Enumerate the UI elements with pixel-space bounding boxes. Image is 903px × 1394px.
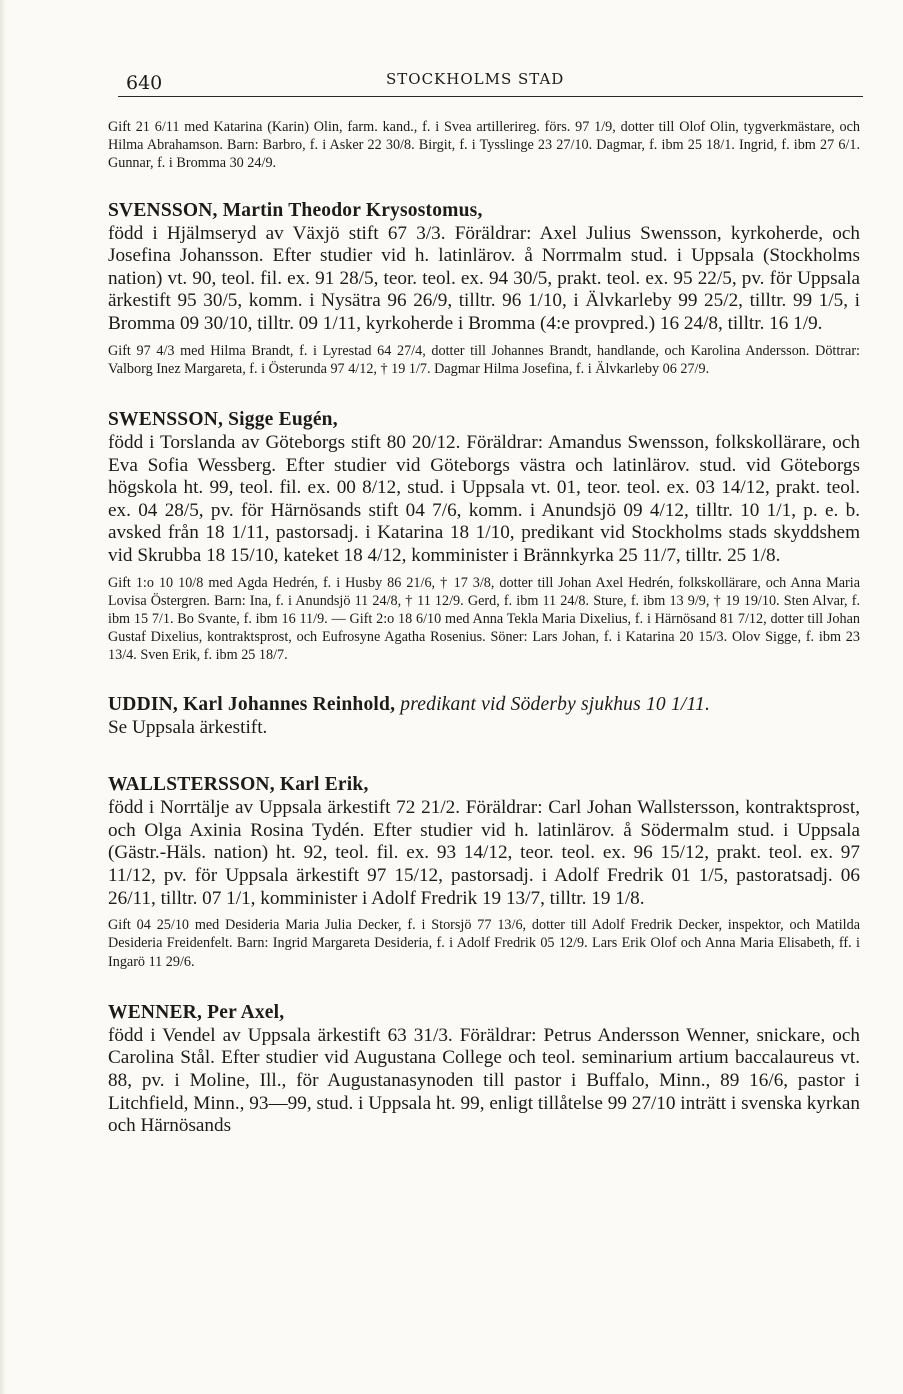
entry-name-bold: SWENSSON, Sigge Eugén, xyxy=(108,408,338,430)
entry-name xyxy=(108,1001,860,1025)
entry-name-bold: UDDIN, Karl Johannes Reinhold, xyxy=(108,693,396,715)
page-header xyxy=(118,66,863,97)
entry-biography: född i Norrtälje av Uppsala ärkestift 72 21/2. Föräldrar: Carl Johan Wallstersson, kontraktsprost, och Olga Axinia Rosina Tydén. Efter studier vid h. latinlärov. å Södermalm stud. i Uppsala (Gästr.-Häls. nation) ht. 92, teol. fil. ex. 93 14/12, teor. teol. ex. 96 15/12, prakt. teol. ex. 97 11/12, pv. för Uppsala ärkestift 97 15/12, pastorsadj. i Adolf Fredrik 01 1/5, pastoratsadj. 06 26/11, tilltr. 07 1/1, komminister i Adolf Fredrik 19 13/7, tilltr. 19 1/8. xyxy=(108,797,860,909)
entry-biography: född i Vendel av Uppsala ärkestift 63 31/3. Föräldrar: Petrus Andersson Wenner, snickare, och Carolina Stål. Efter studier vid Augustana College och teol. seminarium artium baccalaureus vt. 88, pv. i Moline, Ill., för Augustanasynoden till pastor i Buffalo, Minn., 89 16/6, pastor i Litchfield, Minn., 93—99, stud. i Uppsala ht. 99, enligt tillåtelse 99 27/10 inträtt i svenska kyrkan och Härnösands xyxy=(108,1024,860,1137)
entry-name-bold: WENNER, Per Axel, xyxy=(108,1001,285,1023)
entry-name xyxy=(108,408,860,432)
entry-family: Gift 1:o 10 10/8 med Agda Hedrén, f. i Husby 86 21/6, † 17 3/8, dotter till Johan Axel Hedrén, folkskollärare, och Anna Maria Lovisa Östergren. Barn: Ina, f. i Anundsjö 11 24/8, † 11 12/9. Gerd, f. ibm 11 24/8. Sture, f. ibm 13 9/9, † 19 19/10. Sten Alvar, f. ibm 15 7/1. Bo Svante, f. ibm 16 11/9. — Gift 2:o 18 6/10 med Anna Tekla Maria Dixelius, f. i Härnösand 81 7/12, dotter till Johan Gustaf Dixelius, kontraktsprost, och Eufrosyne Agatha Rosenius. Söner: Lars Johan, f. i Katarina 20 15/3. Olov Sigge, f. ibm 23 13/4. Sven Erik, f. ibm 25 18/7. xyxy=(108,574,860,664)
entry-name-tail: predikant vid Söderby sjukhus 10 1/11. xyxy=(395,693,711,715)
entry-biography: Se Uppsala ärkestift. xyxy=(108,716,268,738)
entry-name xyxy=(108,773,860,797)
entry-name-bold: WALLSTERSSON, Karl Erik, xyxy=(108,774,369,796)
entry-name xyxy=(108,693,860,717)
entry-family: Gift 97 4/3 med Hilma Brandt, f. i Lyrestad 64 27/4, dotter till Johannes Brandt, handlande, och Karolina Andersson. Döttrar: Valborg Inez Margareta, f. i Österunda 97 4/12, † 19 1/7. Dagmar Hilma Josefina, f. i Älvkarleby 06 27/9. xyxy=(108,342,860,377)
entry-wallstersson xyxy=(108,773,860,971)
page-content xyxy=(108,118,860,1138)
page-edge-shadow xyxy=(0,0,6,1394)
entry-wenner xyxy=(108,1001,860,1138)
entry-swensson xyxy=(108,408,860,665)
entry-biography: född i Torslanda av Göteborgs stift 80 20/12. Föräldrar: Amandus Swensson, folkskollärare, och Eva Sofia Wessberg. Efter studier vid Göteborgs västra och latinlärov. stud. vid Göteborgs högskola ht. 99, teol. fil. ex. 00 8/12, stud. i Uppsala vt. 01, teor. teol. ex. 03 14/12, prakt. teol. ex. 04 28/5, pv. för Härnösands stift 04 7/6, komm. i Anundsjö 09 4/12, tilltr. 10 1/1, p. e. b. avsked från 18 1/11, pastorsadj. i Katarina 18 1/10, predikant vid Stockholms stads skyddshem vid Skrubba 18 15/10, kateket 18 4/12, komminister i Brännkyrka 25 11/7, tilltr. 25 1/8. xyxy=(108,431,860,566)
page-number: 640 xyxy=(126,72,163,94)
entry-svensson xyxy=(108,199,860,378)
entry-uddin xyxy=(108,693,860,740)
entry-family: Gift 04 25/10 med Desideria Maria Julia Decker, f. i Storsjö 77 13/6, dotter till Adolf Fredrik Decker, inspektor, och Matilda Desideria Freidenfelt. Barn: Ingrid Margareta Desideria, f. i Adolf Fredrik 05 12/9. Lars Erik Olof och Anna Maria Elisabeth, ff. i Ingarö 11 29/6. xyxy=(108,917,860,970)
entry-biography: född i Hjälmseryd av Växjö stift 67 3/3. Föräldrar: Axel Julius Swensson, kyrkoherde, och Josefina Johansson. Efter studier vid h. latinlärov. å Norrmalm stud. i Uppsala (Stockholms nation) vt. 90, teol. fil. ex. 91 28/5, teor. teol. ex. 94 30/5, prakt. teol. ex. 95 22/5, pv. för Uppsala ärkestift 95 30/5, komm. i Nysätra 96 26/9, tilltr. 96 1/10, i Älvkarleby 99 25/2, tilltr. 99 1/5, i Bromma 09 30/10, tilltr. 09 1/11, kyrkoherde i Bromma (4:e provpred.) 16 24/8, tilltr. 16 1/9. xyxy=(108,222,860,334)
running-head: STOCKHOLMS STAD xyxy=(386,70,565,88)
entry-name xyxy=(108,199,860,223)
entry-name-bold: SVENSSON, Martin Theodor Krysostomus, xyxy=(108,199,483,221)
intro-gift-paragraph: Gift 21 6/11 med Katarina (Karin) Olin, farm. kand., f. i Svea artillerireg. förs. 97 1/9, dotter till Olof Olin, tygverkmästare, och Hilma Abrahamson. Barn: Barbro, f. i Asker 22 30/8. Birgit, f. i Tysslinge 23 27/10. Dagmar, f. ibm 25 18/1. Ingrid, f. ibm 27 6/1. Gunnar, f. i Bromma 30 24/9. xyxy=(108,119,860,172)
